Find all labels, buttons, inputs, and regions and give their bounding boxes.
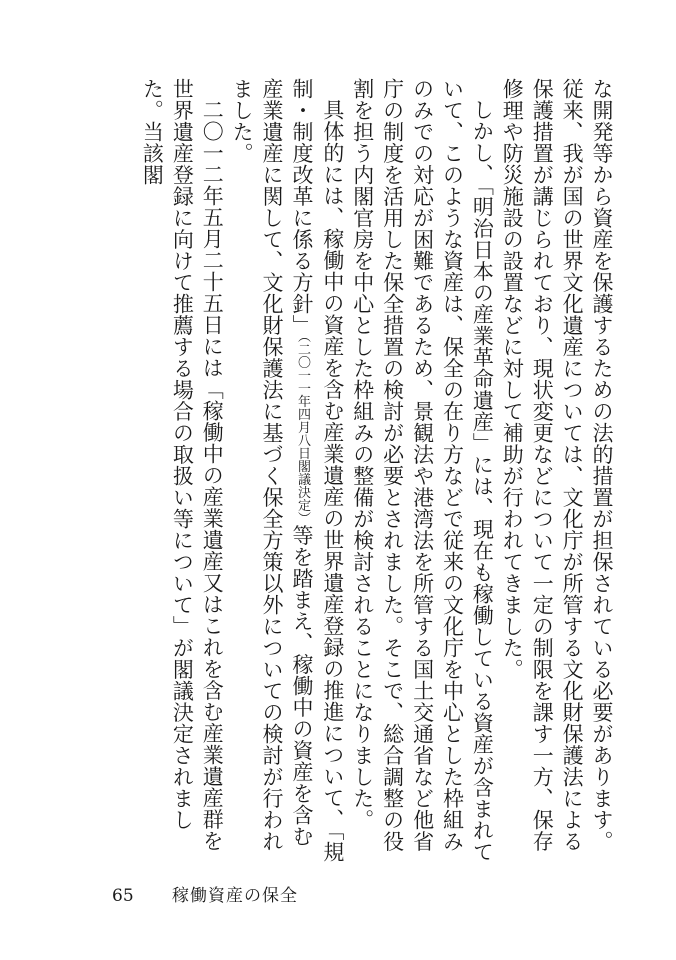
page-footer	[112, 881, 298, 906]
paragraph-2: しかし、「明治日本の産業革命遺産」には、現在も稼働している資産が含まれていて、このような資産は、保全の在り方などで従来の文化庁を中心とした枠組みのみでの対応が困難であるため、景観法や港湾法を所管する国土交通省など他省庁の制度を活用した保全措置の検討が必要とされました。そこで、総合調整の役割を担う内閣官房を中心とした枠組みの整備が検討されることになりました。	[350, 78, 495, 863]
paragraph-4: 二〇一二年五月二十五日には「稼働中の産業遺産又はこれを含む産業遺産群を世界遺産登録に向けて推薦する場合の取扱い等について」が閣議決定されました。当該閣	[140, 78, 225, 852]
paragraph-3-text-b: 等を踏まえ、稼働中の資産を含む産業遺産に関して、文化財保護法に基づく保全方策以外についての検討が行われました。	[230, 78, 314, 852]
paragraph-3	[226, 78, 347, 863]
body-text	[96, 78, 616, 863]
running-head: 稼働資産の保全	[172, 886, 298, 906]
page-number: 65	[112, 886, 134, 906]
paragraph-3-text-a: 具体的には、稼働中の資産を含む産業遺産の世界遺産登録の推進について、「規制・制度改革に係る方針」	[289, 78, 345, 863]
cabinet-decision-note: （二〇一一年四月八日閣議決定）	[294, 336, 310, 525]
paragraph-1: な開発等から資産を保護するための法的措置が担保されている必要があります。従来、我が国の世界文化遺産については、文化庁が所管する文化財保護法による保護措置が講じられており、現状変更などについて一定の制限を課す一方、保存修理や防災施設の設置などに対して補助が行われてきました。	[500, 78, 614, 852]
